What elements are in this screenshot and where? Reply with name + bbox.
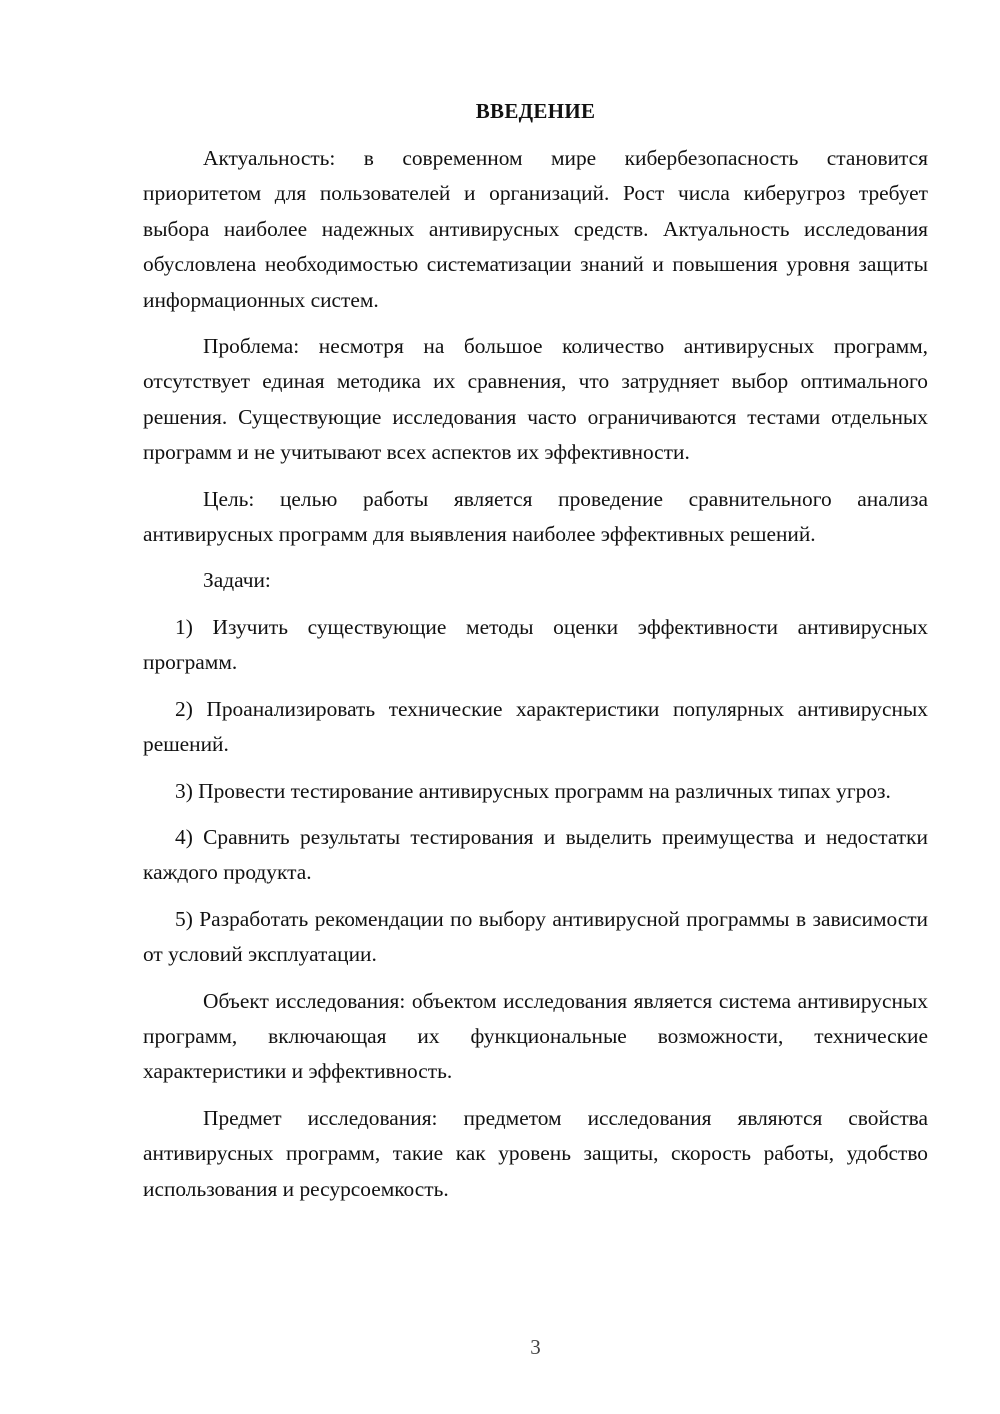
object-paragraph: Объект исследования: объектом исследования является система антивирусных программ, включающая их функциональные возможности, технические характеристики и эффективность. (143, 988, 928, 1084)
section-title: ВВЕДЕНИЕ (475, 99, 596, 123)
task-item: 1) Изучить существующие методы оценки эффективности антивирусных программ. (143, 614, 928, 675)
document-body (143, 141, 928, 1207)
task-item: 3) Провести тестирование антивирусных программ на различных типах угроз. (175, 778, 891, 803)
task-item: 5) Разработать рекомендации по выбору антивирусной программы в зависимости от условий эксплуатации. (143, 906, 928, 967)
subject-paragraph: Предмет исследования: предметом исследования являются свойства антивирусных программ, такие как уровень защиты, скорость работы, удобство использования и ресурсоемкость. (143, 1105, 928, 1201)
relevance-paragraph: Актуальность: в современном мире кибербезопасность становится приоритетом для пользователей и организаций. Рост числа киберугроз требует выбора наиболее надежных антивирусных средств. Актуальность исследования обусловлена необходимостью систематизации знаний и повышения уровня защиты информационных систем. (143, 146, 928, 312)
page-number: 3 (530, 1335, 541, 1359)
document-page (143, 0, 928, 1414)
task-item: 4) Сравнить результаты тестирования и выделить преимущества и недостатки каждого продукта. (143, 824, 928, 885)
goal-paragraph: Цель: целью работы является проведение сравнительного анализа антивирусных программ для выявления наиболее эффективных решений. (143, 486, 928, 547)
problem-paragraph: Проблема: несмотря на большое количество антивирусных программ, отсутствует единая методика их сравнения, что затрудняет выбор оптимального решения. Существующие исследования часто ограничиваются тестами отдельных программ и не учитывают всех аспектов их эффективности. (143, 334, 928, 465)
tasks-heading: Задачи: (203, 568, 271, 593)
task-item: 2) Проанализировать технические характеристики популярных антивирусных решений. (143, 696, 928, 757)
